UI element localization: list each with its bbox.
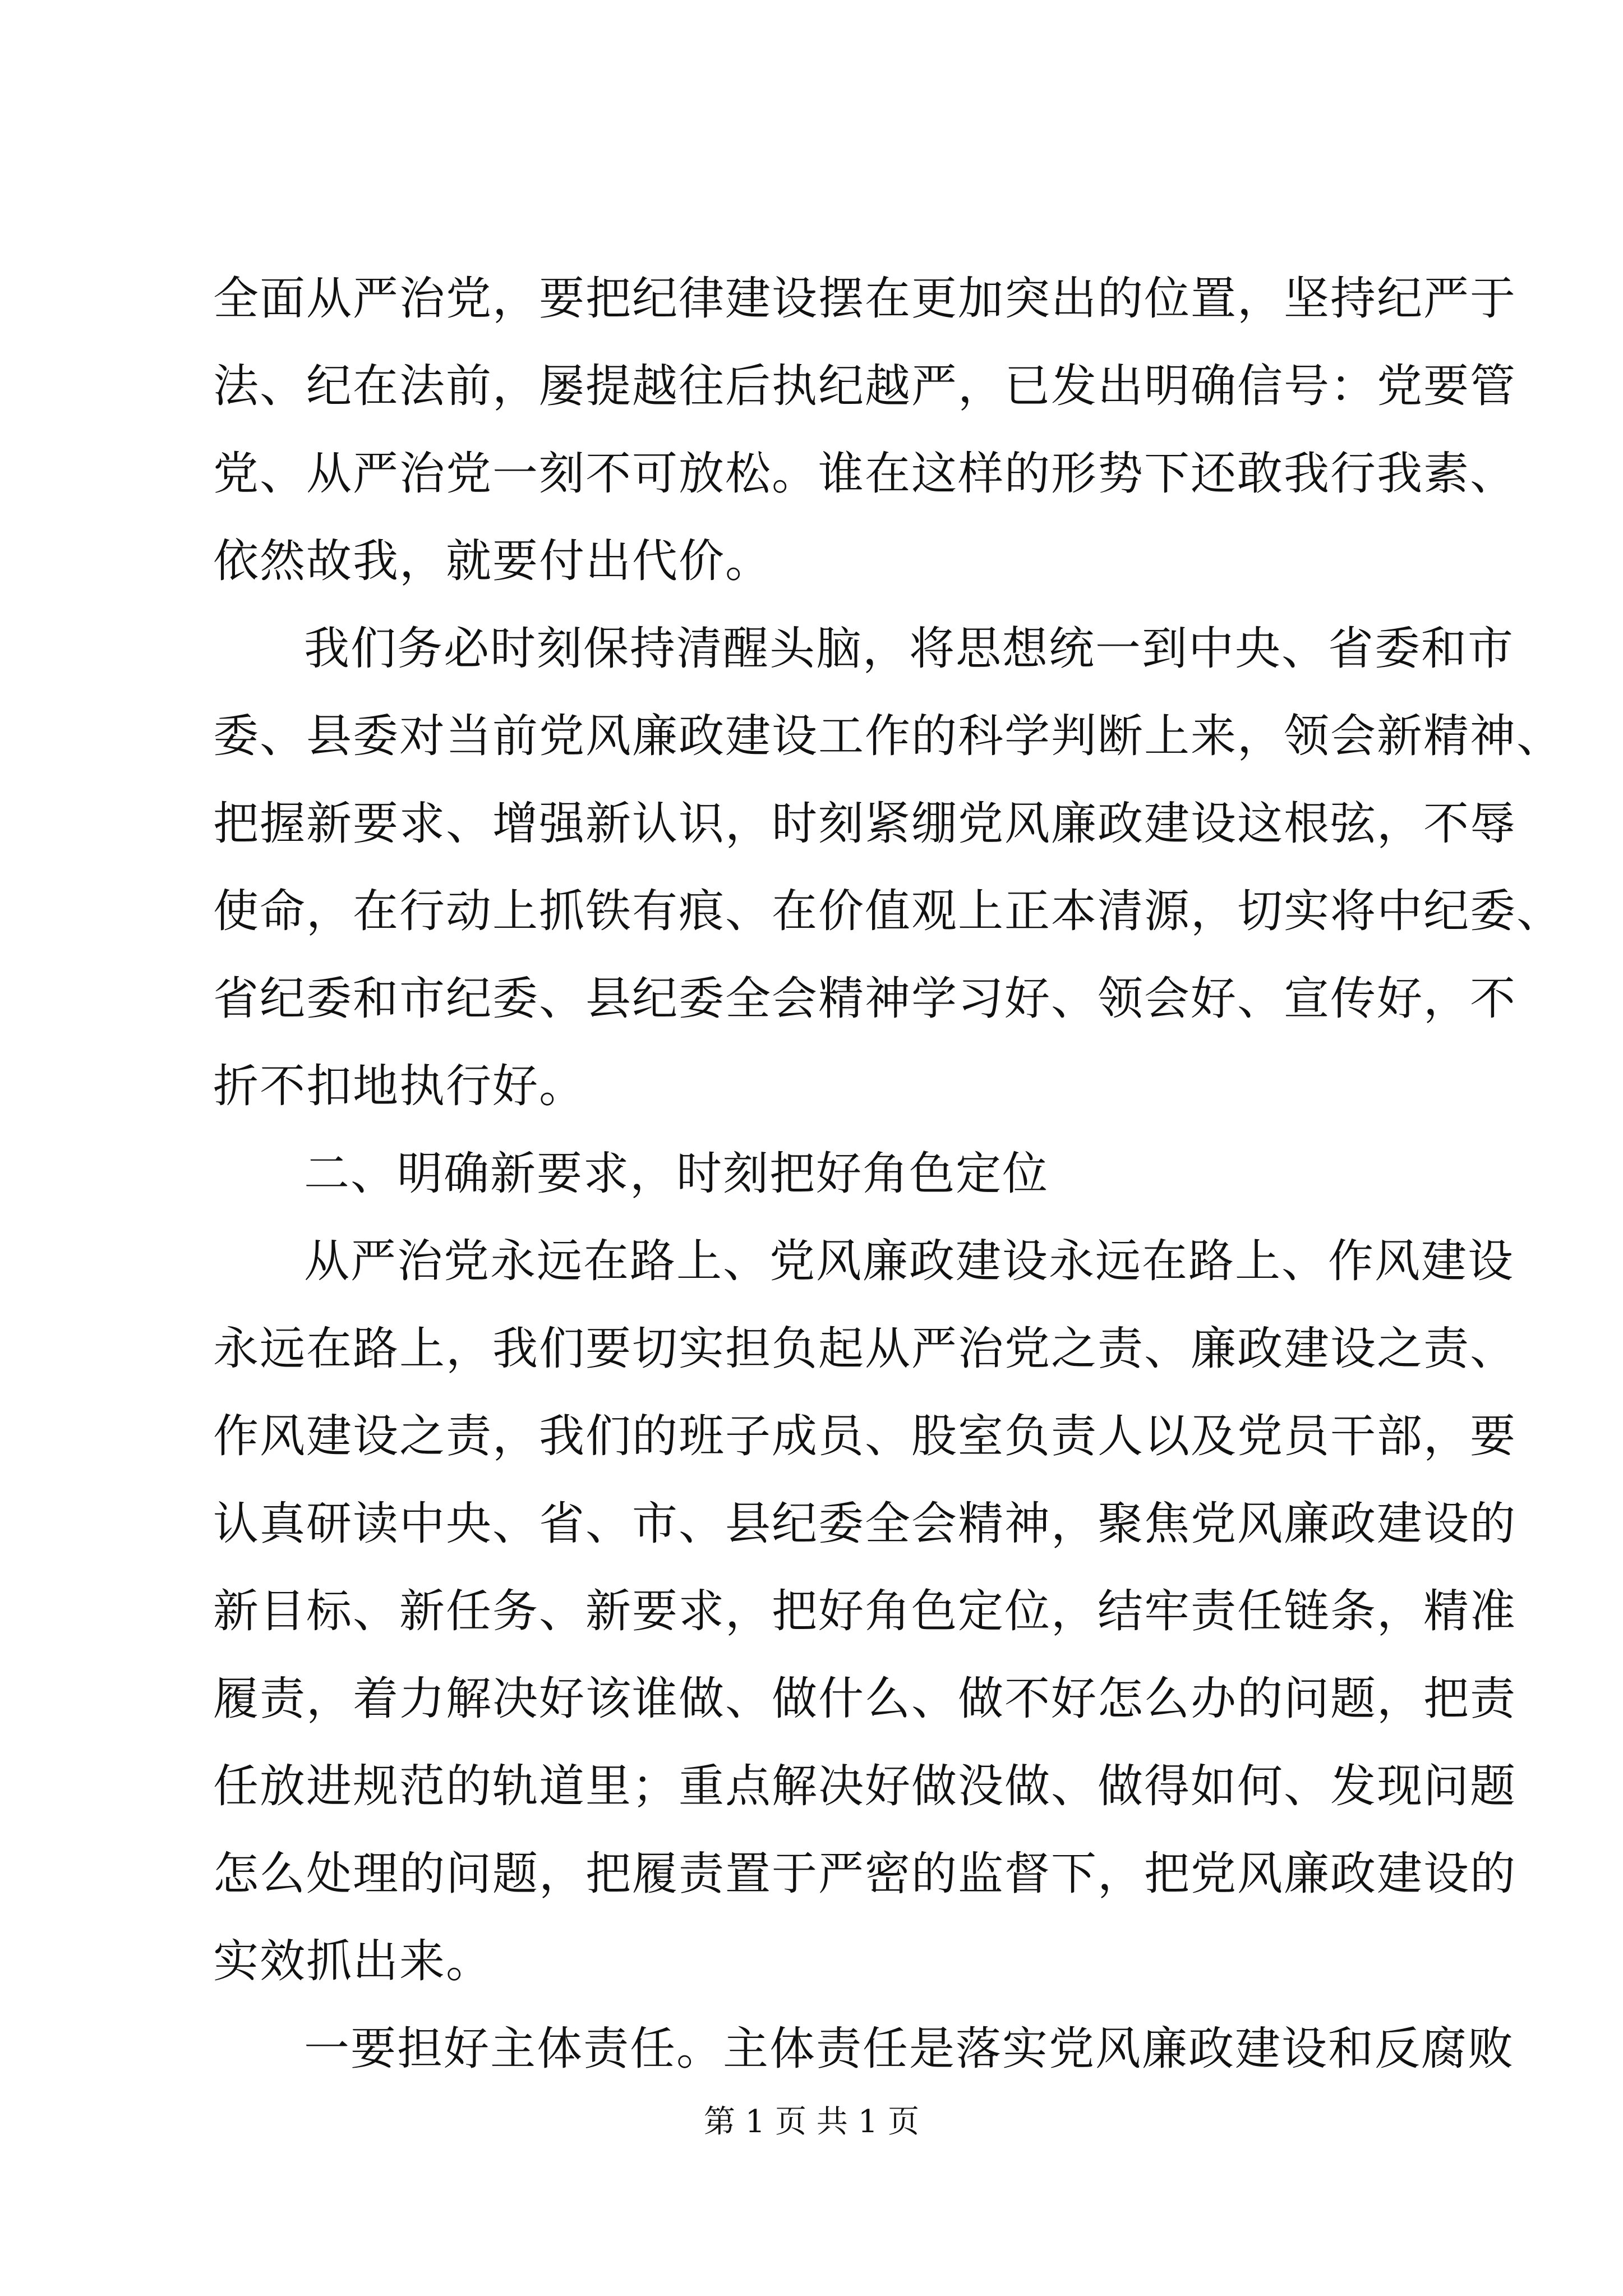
paragraph-line: 党、从严治党一刻不可放松。谁在这样的形势下还敢我行我素、	[213, 448, 1517, 500]
paragraph-line: 我们务必时刻保持清醒头脑，将思想统一到中央、省委和市	[304, 623, 1515, 675]
paragraph-line: 永远在路上，我们要切实担负起从严治党之责、廉政建设之责、	[213, 1323, 1517, 1375]
paragraph-line: 全面从严治党，要把纪律建设摆在更加突出的位置，坚持纪严于	[213, 273, 1517, 325]
paragraph-line: 作风建设之责，我们的班子成员、股室负责人以及党员干部，要	[213, 1410, 1517, 1463]
paragraph-line: 委、县委对当前党风廉政建设工作的科学判断上来，领会新精神、	[213, 710, 1564, 763]
paragraph-line: 一要担好主体责任。主体责任是落实党风廉政建设和反腐败	[304, 2023, 1515, 2076]
paragraph-line: 法、纪在法前，屡提越往后执纪越严，已发出明确信号：党要管	[213, 360, 1517, 413]
paragraph-line: 认真研读中央、省、市、县纪委全会精神，聚焦党风廉政建设的	[213, 1498, 1517, 1550]
paragraph-line: 依然故我，就要付出代价。	[213, 535, 772, 588]
paragraph-line: 履责，着力解决好该谁做、做什么、做不好怎么办的问题，把责	[213, 1673, 1517, 1726]
paragraph-line: 折不扣地执行好。	[213, 1060, 586, 1113]
paragraph-line: 把握新要求、增强新认识，时刻紧绷党风廉政建设这根弦，不辱	[213, 798, 1517, 850]
paragraph-line: 任放进规范的轨道里；重点解决好做没做、做得如何、发现问题	[213, 1760, 1517, 1813]
paragraph-line: 怎么处理的问题，把履责置于严密的监督下，把党风廉政建设的	[213, 1848, 1517, 1901]
paragraph-line: 新目标、新任务、新要求，把好角色定位，结牢责任链条，精准	[213, 1585, 1517, 1638]
paragraph-line: 使命，在行动上抓铁有痕、在价值观上正本清源，切实将中纪委、	[213, 885, 1564, 938]
paragraph-line: 省纪委和市纪委、县纪委全会精神学习好、领会好、宣传好，不	[213, 973, 1517, 1025]
paragraph-line: 二、明确新要求，时刻把好角色定位	[304, 1148, 1049, 1200]
document-body	[213, 255, 1564, 2093]
page-footer: 第 1 页 共 1 页	[703, 2104, 920, 2140]
paragraph-line: 实效抓出来。	[213, 1935, 493, 1988]
paragraph-line: 从严治党永远在路上、党风廉政建设永远在路上、作风建设	[304, 1235, 1515, 1288]
